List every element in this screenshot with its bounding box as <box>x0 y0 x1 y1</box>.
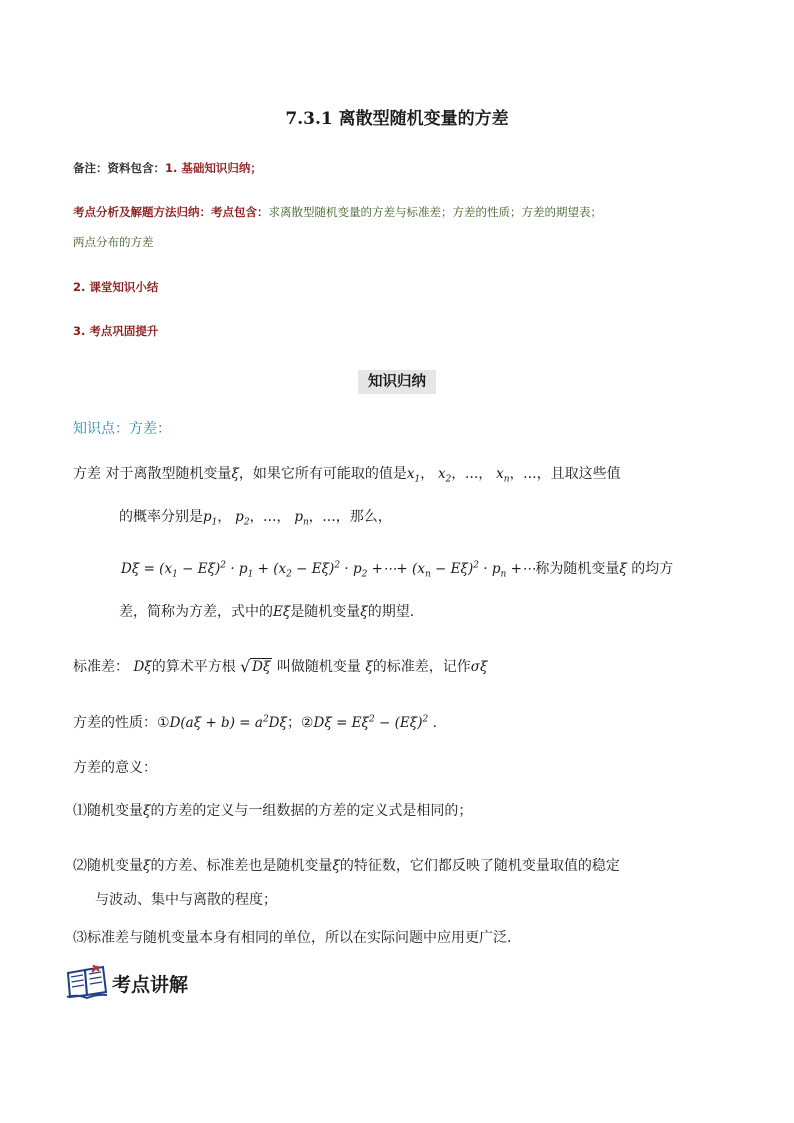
std-text-b: 叫做随机变量 <box>276 659 361 675</box>
definition-text-2b: ，那么， <box>335 509 392 525</box>
prob-list: $p_1$， $p_2$，…， $p_n$，… <box>203 509 336 528</box>
meaning-label: 方差的意义： <box>73 760 157 776</box>
meaning-p2b: 的方差、标准差也是随机变量 <box>150 858 333 874</box>
meaning-p2c: 的特征数，它们都反映了随机变量取值的稳定 <box>339 858 620 874</box>
analysis-items-2: 两点分布的方差 <box>73 235 154 249</box>
definition-line-3 <box>121 558 673 580</box>
xi-symbol: ξ <box>231 466 239 482</box>
circle-1: ① <box>157 715 170 731</box>
definition-text-3b: 的均方 <box>631 561 674 577</box>
note-line-3 <box>73 234 154 250</box>
page-title: 7.3.1 离散型随机变量的方差 <box>285 109 509 129</box>
circle-2: ；② <box>286 715 314 731</box>
xi-symbol: ξ <box>143 858 151 874</box>
props-end: . <box>432 715 438 731</box>
std-text-c: 的标准差，记作 <box>372 659 471 675</box>
analysis-prefix: 考点分析及解题方法归纳：考点包含： <box>73 205 269 219</box>
xi-symbol: ξ <box>143 803 151 819</box>
book-icon <box>65 965 109 1001</box>
props-label: 方差的性质： <box>73 715 157 731</box>
meaning-p2 <box>73 855 620 875</box>
analysis-items: 求离散型随机变量的方差与标准差；方差的性质；方差的期望表； <box>268 205 602 219</box>
definition-text-4c: 的期望. <box>367 604 415 620</box>
section-heading: 知识归纳 <box>358 370 436 394</box>
definition-line-2 <box>119 505 392 528</box>
definition-text-4b: 是随机变量 <box>290 604 361 620</box>
prop-formula-1: $D(a\xi + b) = a^2D\xi$ <box>169 714 287 731</box>
note-line-2 <box>73 204 602 220</box>
definition-text-1c: ，且取这些值 <box>536 466 621 482</box>
note-prefix: 备注：资料包含： <box>73 161 165 175</box>
d-xi: Dξ <box>133 659 152 675</box>
note-line-1 <box>73 160 262 176</box>
note-item-2: 2. 课堂知识小结 <box>73 280 159 294</box>
std-label: 标准差： <box>73 659 129 675</box>
meaning-p2-cont: 与波动、集中与离散的程度； <box>95 892 277 908</box>
props-line <box>73 712 437 732</box>
xi-symbol: ξ <box>619 561 627 577</box>
sqrt-d-xi: √ Dξ <box>240 657 271 676</box>
definition-text-2a: 的概率分别是 <box>119 509 203 525</box>
meaning-p1 <box>73 800 472 820</box>
xi-symbol: ξ <box>365 659 373 675</box>
definition-label: 方差 <box>73 466 101 482</box>
meaning-p1b: 的方差的定义与一组数据的方差的定义式是相同的； <box>150 803 473 819</box>
xi-symbol: ξ <box>360 604 368 620</box>
variance-formula: $D\xi = (x_1 - E\xi)^2 \cdot p_1 + (x_2 - E\xi)^2 \cdot p_2$ +⋯+ $(x_n - E\xi)^2 \cdot p_n$ +⋯ <box>121 560 536 580</box>
sigma-xi: σξ <box>470 659 488 675</box>
meaning-p2a: ⑵随机变量 <box>73 858 143 874</box>
prop-formula-2: $D\xi = E\xi^2 - (E\xi)^2$ <box>313 714 429 731</box>
section-heading-2: 考点讲解 <box>112 974 189 996</box>
note-item-3: 3. 考点巩固提升 <box>73 324 159 338</box>
definition-line-4 <box>119 601 414 621</box>
definition-text-1a: 对于离散型随机变量 <box>105 466 232 482</box>
meaning-p1a: ⑴随机变量 <box>73 803 143 819</box>
meaning-p3: ⑶标准差与随机变量本身有相同的单位，所以在实际问题中应用更广泛. <box>73 930 512 946</box>
std-line <box>73 656 487 676</box>
definition-text-4a: 差，简称为方差，式中的 <box>119 604 273 620</box>
definition-text-3: 称为随机变量 <box>535 561 620 577</box>
std-text-a: 的算术平方根 <box>151 659 236 675</box>
definition-text-1b: ，如果它所有可能取的值是 <box>238 466 407 482</box>
note-item-1: 1. 基础知识归纳； <box>165 161 262 175</box>
definition-line-1 <box>73 462 621 485</box>
expectation-symbol: Eξ <box>273 604 291 620</box>
xi-symbol: ξ <box>332 858 340 874</box>
values-list: $x_1$， $x_2$，…， $x_n$，… <box>406 466 537 485</box>
knowledge-point-label: 知识点：方差： <box>73 421 171 437</box>
